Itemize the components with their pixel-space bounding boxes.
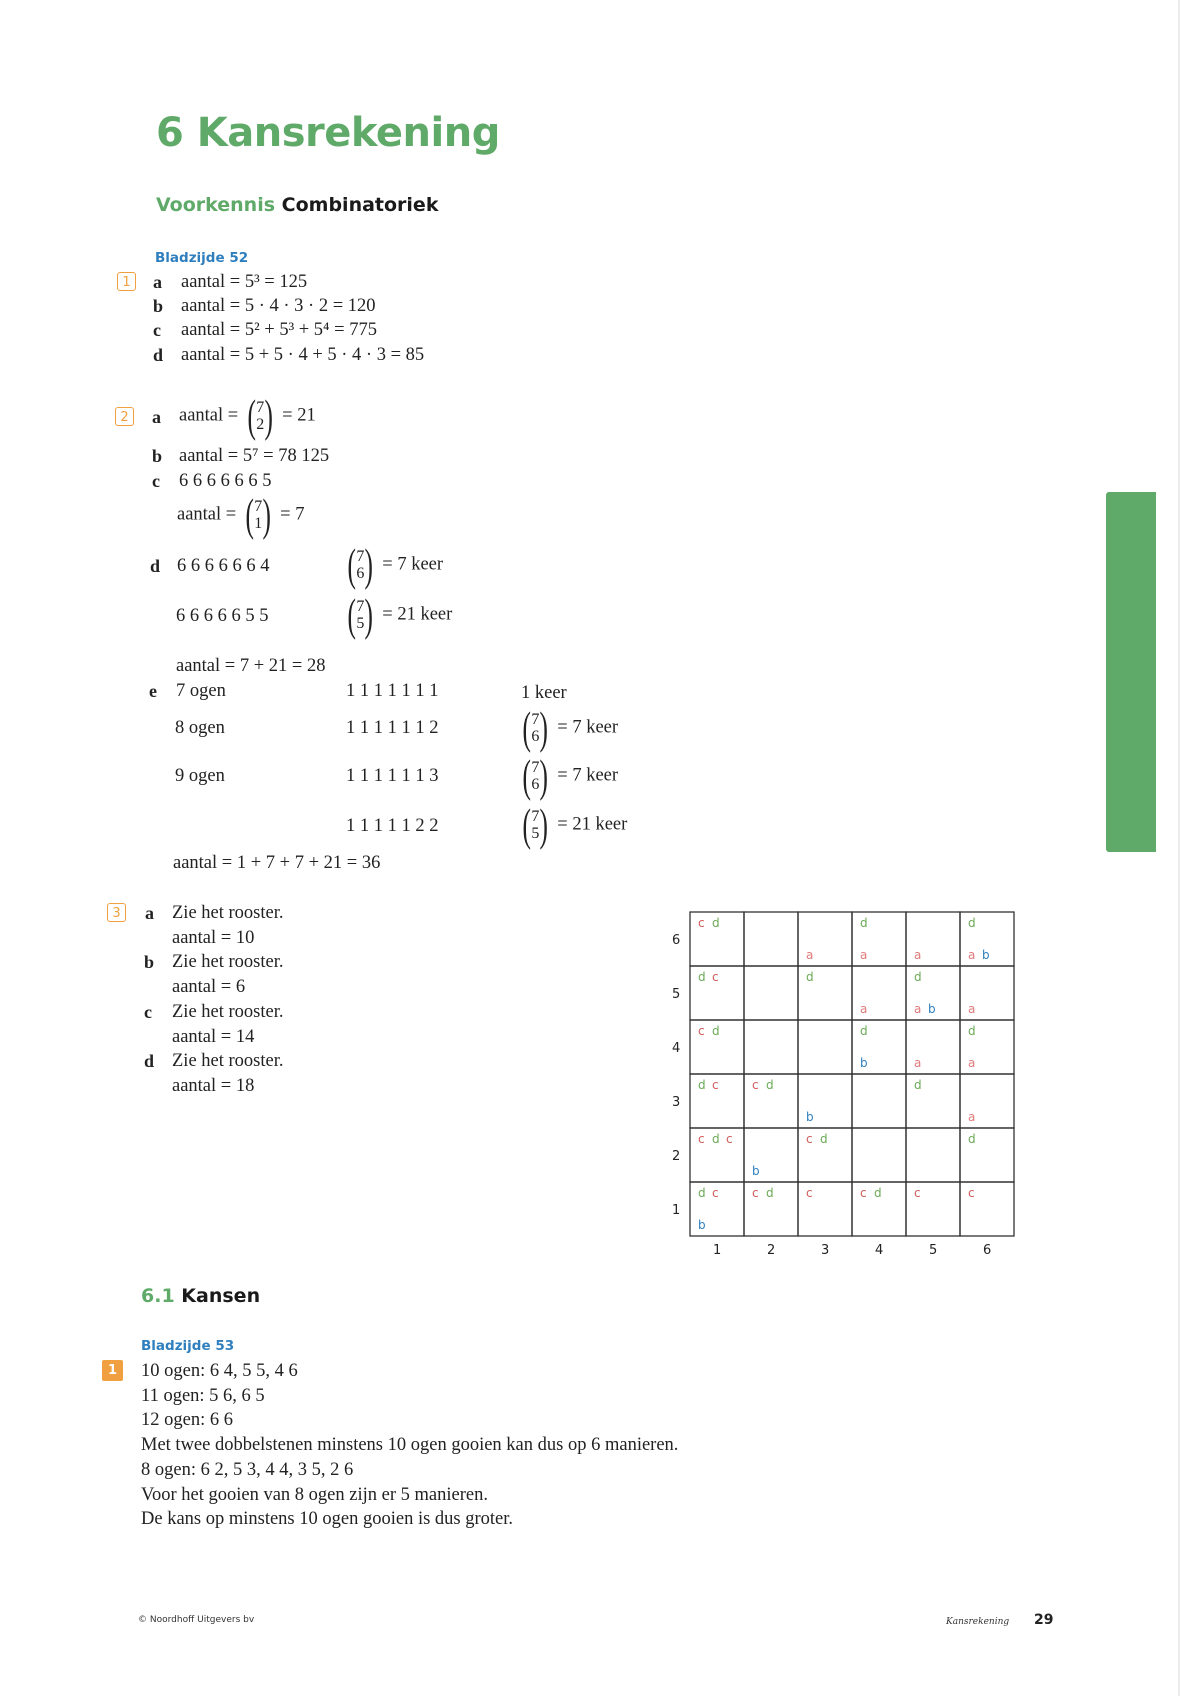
binomial: ( 7 6 ): [522, 702, 549, 753]
grid-letter: d: [968, 1132, 976, 1146]
q1-a-answer: aantal = 5³ = 125: [181, 272, 308, 292]
grid-cell: [906, 1128, 960, 1182]
grid-letter: d: [806, 970, 814, 984]
q3-b-line2: aantal = 6: [172, 977, 246, 997]
grid-letter: a: [914, 1002, 922, 1016]
grid-letter: d: [698, 970, 706, 984]
grid-letter: b: [806, 1110, 814, 1124]
binomial: ( 7 1 ): [245, 489, 272, 540]
q3-d-label: d: [144, 1051, 155, 1071]
grid-letter: d: [874, 1186, 882, 1200]
q1-c-label: c: [153, 320, 161, 340]
answer-line: 11 ogen: 5 6, 6 5: [141, 1385, 265, 1406]
binomial: ( 7 6 ): [522, 750, 549, 801]
grid-letter: c: [698, 916, 705, 930]
grid-letter: d: [914, 1078, 922, 1092]
q2-e-row1-sequence: 1 1 1 1 1 1 1: [346, 681, 439, 701]
q2-e-row2-result: ( 7 6 ) = 7 keer: [518, 705, 618, 751]
grid-y-tick-label: 2: [672, 1149, 681, 1164]
grid-letter: a: [968, 1056, 976, 1070]
q2-d-label: d: [150, 556, 161, 576]
grid-letter: c: [752, 1078, 759, 1092]
grid-x-tick-label: 4: [875, 1243, 884, 1258]
grid-letter: b: [982, 948, 990, 962]
grid-x-tick-label: 2: [767, 1243, 776, 1258]
chapter-title: 6 Kansrekening: [156, 110, 500, 156]
page-ref-53: Bladzijde 53: [141, 1338, 235, 1354]
q3-c-label: c: [144, 1002, 152, 1022]
grid-letter: d: [860, 916, 868, 930]
q2-d-sequence-1: 6 6 6 6 6 6 4: [177, 556, 270, 576]
grid-letter: c: [712, 970, 719, 984]
q3-c-line2: aantal = 14: [172, 1027, 255, 1047]
grid-letter: c: [712, 1186, 719, 1200]
q2-d-sequence-2: 6 6 6 6 6 5 5: [176, 606, 269, 626]
section-heading-voorkennis: Voorkennis Combinatoriek: [156, 194, 439, 216]
grid-letter: d: [698, 1078, 706, 1092]
q1-d-answer: aantal = 5 + 5 · 4 + 5 · 4 · 3 = 85: [181, 345, 425, 365]
answer-line: 12 ogen: 6 6: [141, 1410, 233, 1431]
q3-a-label: a: [145, 903, 154, 923]
q2-d-total: aantal = 7 + 21 = 28: [176, 656, 326, 676]
page-ref-52: Bladzijde 52: [155, 250, 249, 266]
grid-letter: c: [712, 1078, 719, 1092]
grid-letter: b: [752, 1164, 760, 1178]
s2-q1-answer: [141, 1359, 678, 1532]
q1-b-label: b: [153, 296, 164, 316]
grid-letter: d: [968, 1024, 976, 1038]
binomial: ( 7 5 ): [347, 589, 374, 640]
q1-d-label: d: [153, 345, 164, 365]
q2-e-row1-result: 1 keer: [521, 683, 567, 703]
q2-a-answer: aantal = ( 7 2 ) = 21: [179, 390, 316, 441]
grid-letter: a: [968, 1002, 976, 1016]
q2-d-result-2: ( 7 5 ) = 21 keer: [343, 592, 452, 638]
grid-letter: c: [968, 1186, 975, 1200]
q2-e-row2-label: 8 ogen: [175, 718, 225, 738]
grid-x-tick-label: 5: [929, 1243, 938, 1258]
answer-line: De kans op minstens 10 ogen gooien is dus groter.: [141, 1509, 514, 1530]
grid-cell: [798, 1020, 852, 1074]
q2-e-row4-sequence: 1 1 1 1 1 2 2: [346, 816, 439, 836]
question-number-2: 2: [115, 407, 134, 426]
grid-letter: c: [698, 1024, 705, 1038]
grid-y-tick-label: 6: [672, 933, 681, 948]
grid-y-tick-label: 4: [672, 1041, 681, 1056]
grid-x-tick-label: 3: [821, 1243, 830, 1258]
question-number-3: 3: [107, 903, 126, 922]
grid-letter: a: [968, 1110, 976, 1124]
grid-letter: a: [914, 948, 922, 962]
binomial: ( 7 2 ): [247, 390, 274, 441]
grid-letter: a: [860, 1002, 868, 1016]
footer-copyright: © Noordhoff Uitgevers bv: [138, 1615, 255, 1625]
grid-letter: a: [860, 948, 868, 962]
grid-letter: b: [698, 1218, 706, 1232]
answer-line: Met twee dobbelstenen minstens 10 ogen gooien kan dus op 6 manieren.: [141, 1435, 679, 1456]
footer-page-number: 29: [1034, 1612, 1054, 1628]
q2-e-label: e: [149, 681, 157, 701]
grid-cell: [744, 912, 798, 966]
grid-letter: d: [712, 916, 720, 930]
grid-x-tick-label: 6: [983, 1243, 992, 1258]
binomial: ( 7 5 ): [522, 799, 549, 850]
q2-e-row2-sequence: 1 1 1 1 1 1 2: [346, 718, 439, 738]
q2-b-label: b: [152, 446, 163, 466]
grid-cell: [744, 966, 798, 1020]
answer-line: 8 ogen: 6 2, 5 3, 4 4, 3 5, 2 6: [141, 1459, 354, 1480]
q2-a-label: a: [152, 407, 161, 427]
grid-y-tick-label: 3: [672, 1095, 681, 1110]
q3-b-line1: Zie het rooster.: [172, 952, 284, 972]
grid-letter: a: [968, 948, 976, 962]
q2-e-row4-result: ( 7 5 ) = 21 keer: [518, 802, 627, 848]
q1-c-answer: aantal = 5² + 5³ + 5⁴ = 775: [181, 320, 377, 340]
q1-b-answer: aantal = 5 · 4 · 3 · 2 = 120: [181, 296, 376, 316]
page-edge: [1178, 0, 1180, 1696]
grid-cell: [744, 1020, 798, 1074]
chapter-side-tab: [1106, 492, 1156, 852]
q2-e-row3-label: 9 ogen: [175, 766, 225, 786]
grid-x-tick-label: 1: [713, 1243, 722, 1258]
answer-line: 10 ogen: 6 4, 5 5, 4 6: [141, 1361, 298, 1381]
q3-d-line2: aantal = 18: [172, 1076, 255, 1096]
q3-a-line2: aantal = 10: [172, 928, 255, 948]
grid-letter: c: [860, 1186, 867, 1200]
q2-e-row3-sequence: 1 1 1 1 1 1 3: [346, 766, 439, 786]
grid-letter: c: [752, 1186, 759, 1200]
q3-a-line1: Zie het rooster.: [172, 903, 284, 923]
section-heading-kansen: 6.1 Kansen: [141, 1285, 261, 1307]
q2-b-answer: aantal = 5⁷ = 78 125: [179, 446, 330, 466]
grid-letter: c: [806, 1186, 813, 1200]
grid-letter: d: [766, 1186, 774, 1200]
q2-d-result-1: ( 7 6 ) = 7 keer: [343, 542, 443, 588]
q2-e-total: aantal = 1 + 7 + 7 + 21 = 36: [173, 853, 381, 873]
q2-c-label: c: [152, 471, 160, 491]
q2-c-sequence: 6 6 6 6 6 6 5: [179, 471, 272, 491]
q2-e-row3-result: ( 7 6 ) = 7 keer: [518, 753, 618, 799]
grid-letter: d: [712, 1132, 720, 1146]
grid-letter: d: [914, 970, 922, 984]
grid-letter: a: [806, 948, 814, 962]
grid-letter: a: [914, 1056, 922, 1070]
grid-letter: b: [928, 1002, 936, 1016]
grid-y-tick-label: 1: [672, 1203, 681, 1218]
binomial: ( 7 6 ): [347, 539, 374, 590]
grid-cell: [852, 1074, 906, 1128]
dice-outcome-grid: [660, 900, 1030, 1270]
grid-letter: c: [806, 1132, 813, 1146]
q1-a-label: a: [153, 272, 162, 292]
grid-letter: b: [860, 1056, 868, 1070]
grid-letter: c: [698, 1132, 705, 1146]
question-number-1: 1: [117, 272, 136, 291]
q3-b-label: b: [144, 952, 155, 972]
question-number-1-kansen: 1: [102, 1360, 123, 1381]
grid-y-tick-label: 5: [672, 987, 681, 1002]
grid-letter: d: [766, 1078, 774, 1092]
grid-letter: d: [820, 1132, 828, 1146]
q3-d-line1: Zie het rooster.: [172, 1051, 284, 1071]
grid-cell: [852, 1128, 906, 1182]
footer-chapter: Kansrekening: [946, 1617, 1010, 1627]
grid-letter: d: [860, 1024, 868, 1038]
q3-c-line1: Zie het rooster.: [172, 1002, 284, 1022]
grid-letter: d: [712, 1024, 720, 1038]
grid-letter: c: [914, 1186, 921, 1200]
q2-c-answer: aantal = ( 7 1 ) = 7: [177, 489, 305, 540]
q2-e-row1-label: 7 ogen: [176, 681, 226, 701]
answer-line: Voor het gooien van 8 ogen zijn er 5 manieren.: [141, 1484, 488, 1505]
grid-letter: d: [968, 916, 976, 930]
grid-letter: d: [698, 1186, 706, 1200]
grid-letter: c: [726, 1132, 733, 1146]
